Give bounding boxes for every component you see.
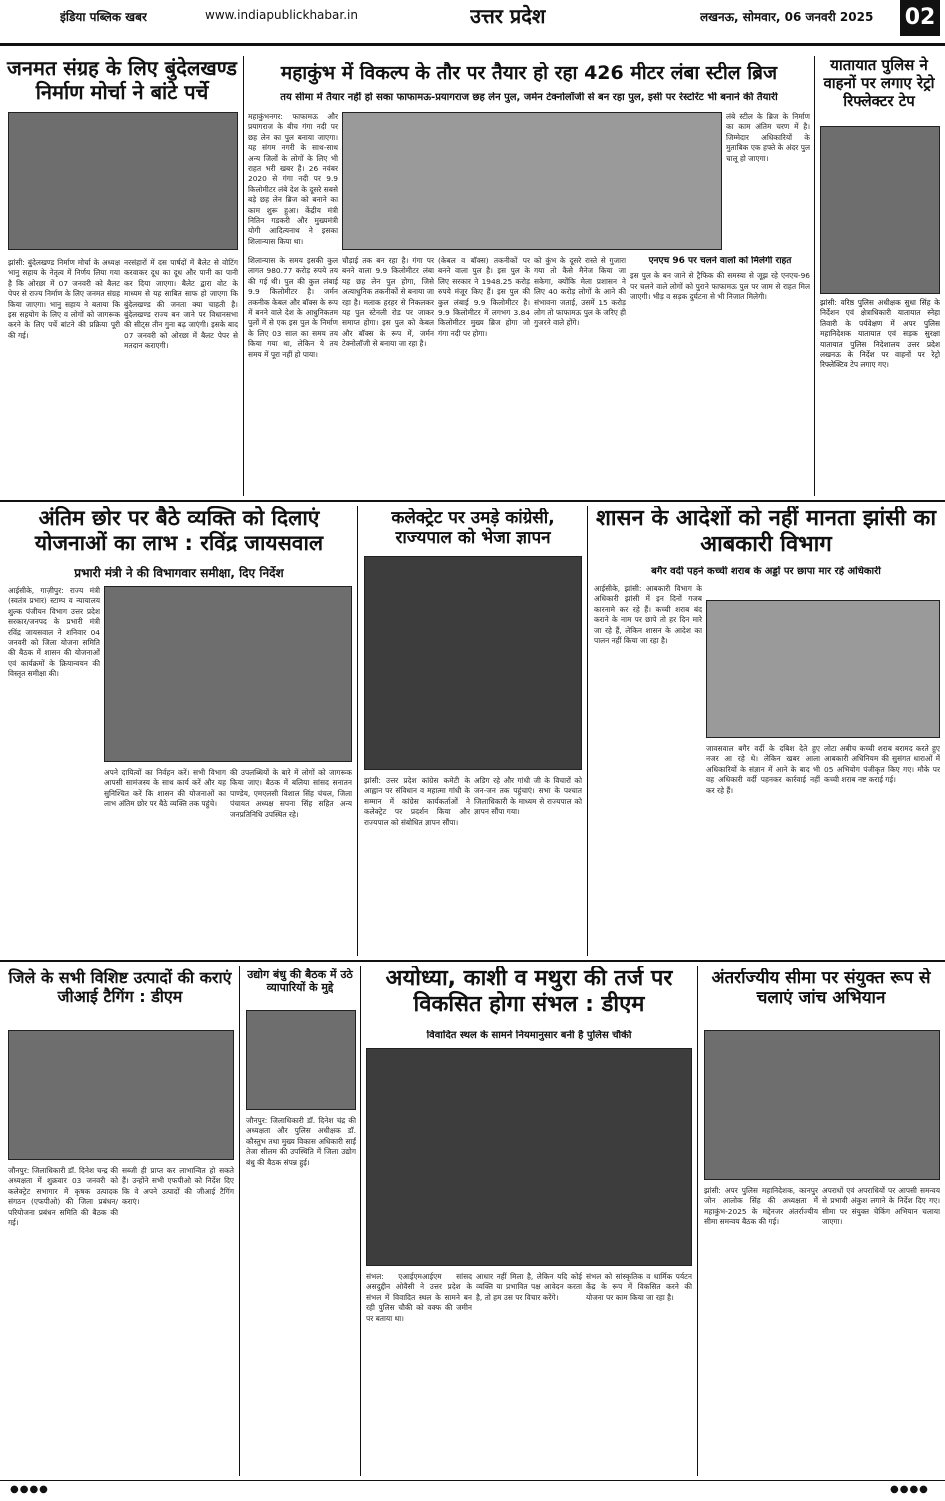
bridge-body-b: शिलान्यास के समय इसकी कुल लागत 980.77 करोड़ रुपये तय की गई थी। पुल की कुल लंबाई 9.9 किलोमीटर है। जर्मन तकनीक केबल और बॉक्स के रूप में बनने वाले देश के आधुनिकतम पुलों में से एक इस पुल के निर्माण के लिए 03 साल का समय तय किया गया था, लेकिन ये तय समय में पूरा नहीं हो पाया। bbox=[248, 256, 338, 359]
jaiswal-headline: अंतिम छोर पर बैठे व्यक्ति को दिलाएं योजनाओं का लाभ : रविंद्र जायसवाल bbox=[34, 506, 324, 556]
section-title: उत्तर प्रदेश bbox=[470, 4, 546, 28]
sambhal-headline: अयोध्या, काशी व मथुरा की तर्ज पर विकसित होगा संभल : डीएम bbox=[385, 966, 673, 1018]
bundelkhand-body-right: नरसंहारों में दस पार्षदों में बैलेट से वोटिंग करवाकर दूध का दूध और पानी का पानी कर दिया जाएगा। बैलेट द्वारा वोट के माध्यम से यह साबित साफ हो जाएगा कि बुंदेलखण्ड की जनता क्या चाहती है। बुंदेलखण्ड राज्य बन जाने पर विधानसभा की सीट्स तीन गुना बढ़ जाएंगी। इसके बाद 07 जनवरी को ओरछा में बैलट पेपर से मतदान कराएगी। bbox=[124, 258, 238, 351]
column-divider bbox=[587, 506, 588, 956]
interstate-photo bbox=[704, 1030, 940, 1180]
bridge-body-d: (केबल व बॉक्स) तकनीकों पर बनने वाला पुल है। इस पुल के लिए सरकार ने 1948.25 करोड़ रुपये मंजूर किए हैं। इस पुल की कुल लंबाई 9.9 किलोमीटर है। 9.9 किलोमीटर में लगभग 3.84 किलोमीटर मुख्य ब्रिज होगा जो गंगा नदी पर होगा। bbox=[438, 256, 530, 338]
bridge-box-title: एनएच 96 पर चलने वालों को मिलेगी राहत bbox=[648, 256, 792, 266]
column-divider bbox=[239, 966, 240, 1476]
section-rule bbox=[0, 500, 945, 502]
footer-dots-right: ●●●● bbox=[890, 1484, 929, 1495]
jaiswal-body-mid: अपने दायित्वों का निर्वहन करें। सभी विभाग आपसी सामंजस्य के साथ कार्य करें और यह सुनिश्चित करें कि शासन की योजनाओं का लाभ अंतिम छोर पर बैठे व्यक्ति तक पहुंचे। bbox=[104, 768, 226, 809]
column-divider bbox=[357, 506, 358, 956]
congress-body-right: अडिग रहे और गांधी जी के विचारों को जन-जन तक पहुंचाएं। सभा के पश्चात जिलाधिकारी के माध्यम से राज्यपाल को ज्ञापन सौंपा गया। bbox=[474, 776, 582, 817]
udyog-headline: उद्योग बंधु की बैठक में उठे व्यापारियों के मुद्दे bbox=[247, 968, 353, 995]
jaiswal-subhead: प्रभारी मंत्री ने की विभागवार समीक्षा, दिए निर्देश bbox=[74, 566, 284, 580]
sambhal-photo bbox=[366, 1048, 692, 1266]
footer-dots-left: ●●●● bbox=[10, 1484, 49, 1495]
bridge-body-c: चौड़ाई तक बन रहा है। गंगा पर बनने वाला 9.9 किलोमीटर लंबा यह छह लेन पुल होगा, जिसे अत्याधुनिक तकनीकों से बनाया जा रहा है। मलाक हरहर से निकलकर यह पुल स्टेनली रोड पर जाकर समाप्त होगा। इस पुल को केबल और बॉक्स के रूप में, जर्मन टेक्नोलॉजी से बनाया जा रहा है। bbox=[342, 256, 434, 349]
sambhal-body-b: आधार नहीं मिला है, लेकिन यदि कोई व्यक्ति या प्रभावित पक्ष आवेदन करता है, तो हम उस पर विचार करेंगे। bbox=[476, 1272, 582, 1302]
column-divider bbox=[360, 966, 361, 1476]
excise-headline: शासन के आदेशों को नहीं मानता झांसी का आबकारी विभाग bbox=[595, 506, 937, 558]
footer-rule bbox=[0, 1480, 945, 1481]
paper-url[interactable]: www.indiapublickhabar.in bbox=[205, 8, 358, 22]
udyog-body: जौनपुर: जिलाधिकारी डॉ. दिनेश चंद्र की अध्यक्षता और पुलिस अधीक्षक डॉ. कौस्तुभ तथा मुख्य विकास अधिकारी साईं तेजा सीलम की उपस्थिति में जिला उद्योग बंधु की बैठक संपन्न हुई। bbox=[246, 1116, 356, 1167]
bundelkhand-headline: जनमत संग्रह के लिए बुंदेलखण्ड निर्माण मोर्चा ने बांटे पर्चे bbox=[7, 56, 237, 104]
gi-photo bbox=[8, 1030, 234, 1160]
column-divider bbox=[814, 56, 815, 496]
reflector-caption: झांसी: वरिष्ठ पुलिस अधीक्षक सुधा सिंह के निर्देशन एवं क्षेत्राधिकारी यातायात स्नेहा तिवारी के पर्यवेक्षण में अपर पुलिस महानिदेशक यातायात एवं सड़क सुरक्षा यातायात पुलिस निदेशालय उत्तर प्रदेश लखनऊ के निर्देश पर वाहनों पर रेट्रो रिफ्लेक्टिव टेप लगाए गए। bbox=[820, 298, 940, 370]
bridge-body-a: महाकुंभनगर: फाफामऊ और प्रयागराज के बीच गंगा नदी पर छह लेन का पुल बनाया जाएगा। यह संगम नगरी के साथ-साथ अन्य जिलों के लोगों के लिए भी राहत भरी खबर है। 26 नवंबर 2020 से गंगा नदी पर 9.9 किलोमीटर लंबे देश के दूसरे सबसे बड़े छह लेन ब्रिज को बनाने का काम शुरू हुआ। केंद्रीय मंत्री नितिन गडकरी और मुख्यमंत्री योगी आदित्यनाथ ने इसका शिलान्यास किया था। bbox=[248, 112, 338, 246]
interstate-headline: अंतर्राज्यीय सीमा पर संयुक्त रूप से चलाएं जांच अभियान bbox=[711, 968, 931, 1009]
gi-body-right: सब्जी ही प्राप्त कर लाभान्वित हो सकते हैं। उन्होंने सभी एफपीओ को निर्देश दिए कि वे अपने उत्पादों की जीआई टैगिंग कराएं। bbox=[122, 1166, 234, 1207]
interstate-body-right: अपराधों एवं अपराधियों पर आपसी समन्वय से प्रभावी अंकुश लगाने के निर्देश दिए गए। सीमा पर संयुक्त चेकिंग अभियान चलाया जाएगा। bbox=[822, 1186, 940, 1227]
excise-subhead: बगैर वर्दी पहने कच्ची शराब के अड्डों पर छापा मार रहे अधिकारी bbox=[651, 566, 881, 577]
bridge-sidebox bbox=[630, 256, 810, 496]
excise-body-right: लोटा अबीच कच्ची शराब बरामद करते हुए आबकारी अधिनियम की सुसंगत धाराओं में 05 अभियोग पंजीकृत किए गए। मौके पर कच्ची शराब नष्ट कराई गई। bbox=[824, 744, 940, 785]
congress-photo bbox=[364, 556, 582, 770]
page-number: 02 bbox=[900, 0, 940, 36]
jaiswal-body-right: की उपलब्धियों के बारे में लोगों को जागरूक किया जाए। बैठक में बलिया सांसद सनातन पाण्डेय, एमएलसी विशाल सिंह चंचल, जिला पंचायत अध्यक्ष सपना सिंह सहित अन्य जनप्रतिनिधि उपस्थित रहे। bbox=[230, 768, 352, 819]
masthead bbox=[0, 0, 945, 46]
bundelkhand-body-left: झांसी: बुंदेलखण्ड निर्माण मोर्चा के अध्यक्ष भानु सहाय के नेतृत्व में निर्णय लिया गया है कि ओरछा में 07 जनवरी को बैलट पेपर से राज्य निर्माण के लिए जनमत संग्रह किया जाएगा। भानु सहाय ने बताया कि इस सहयोग के लिए व लोगों को जागरूक करने के लिए पर्चे बांटने की प्रक्रिया पूरी की गई। bbox=[8, 258, 120, 340]
congress-headline: कलेक्ट्रेट पर उमड़े कांग्रेसी, राज्यपाल को भेजा ज्ञापन bbox=[391, 508, 555, 549]
bridge-body-e: को कुंभ के दूसरे रास्ते से गुजारा गया तो कैसे मैनेज किया जा सकेगा, क्योंकि मेला प्रशासन ने लिए 40 करोड़ लोगों के आने की संभावना जताई, उसमें 15 करोड़ लोग तो फाफामऊ पुल के जरिए ही गुजरने वाले होंगे। bbox=[534, 256, 626, 328]
bridge-box-body: इस पुल के बन जाने से ट्रैफिक की समस्या से जूझ रहे एनएच-96 पर चलने वाले लोगों को पुराने फाफामऊ पुल पर जाम से राहत मिल जाएगी। भीड़ व सड़क दुर्घटना से भी निजात मिलेगी। bbox=[630, 271, 810, 302]
excise-body-left: जावसवाल बगैर वर्दी के दबिश देते हुए नजर आ रहे थे। लेकिन खबर आला अधिकारियों के संज्ञान में आने के बाद भी वह अधिकारी वर्दी पहनकर कार्रवाई नहीं कर रहे हैं। bbox=[706, 744, 820, 795]
gi-headline: जिले के सभी विशिष्ट उत्पादों की कराएं जीआई टैगिंग : डीएम bbox=[8, 968, 232, 1007]
bridge-headline: महाकुंभ में विकल्प के तौर पर तैयार हो रहा 426 मीटर लंबा स्टील ब्रिज bbox=[280, 62, 778, 84]
interstate-body-left: झांसी: अपर पुलिस महानिदेशक, कानपुर जोन आलोक सिंह की अध्यक्षता में महाकुंभ-2025 के मद्देनजर अंतर्राज्यीय सीमा समन्वय बैठक की गई। bbox=[704, 1186, 818, 1227]
udyog-photo bbox=[246, 1010, 356, 1110]
reflector-headline: यातायात पुलिस ने वाहनों पर लगाए रेट्रो रिफ्लेक्टर टेप bbox=[823, 56, 935, 110]
column-divider bbox=[243, 56, 244, 496]
jaiswal-body-left: आईसीके, गाज़ीपुर: राज्य मंत्री (स्वतंत्र प्रभार) स्टाम्प व न्यायालय शुल्क पंजीयन विभाग उत्तर प्रदेश सरकार/जनपद के प्रभारी मंत्री रविंद्र जायसवाल ने शनिवार 04 जनवरी को जिला योजना समिति की बैठक में शासन की योजनाओं एवं कार्यक्रमों के क्रियान्वयन की विस्तृत समीक्षा की। bbox=[8, 586, 100, 679]
congress-body-left: झांसी: उत्तर प्रदेश कांग्रेस कमेटी के आह्वान पर संविधान व महात्मा गांधी के सम्मान में कांग्रेस कार्यकर्ताओं ने कलेक्ट्रेट पर प्रदर्शन किया और राज्यपाल को संबोधित ज्ञापन सौंपा। bbox=[364, 776, 470, 827]
jaiswal-photo bbox=[104, 586, 352, 762]
sambhal-body-a: संभल: एआईएमआईएम सांसद असदुद्दीन ओवैसी ने उत्तर प्रदेश के संभल में विवादित स्थल के सामने बन रही पुलिस चौकी को वक्फ की जमीन पर बताया था। bbox=[366, 1272, 472, 1323]
column-divider bbox=[697, 966, 698, 1476]
reflector-photo bbox=[820, 126, 940, 294]
sambhal-body-c: संभल को सांस्कृतिक व धार्मिक पर्यटन केंद्र के रूप में विकसित करने की योजना पर काम किया जा रहा है। bbox=[586, 1272, 692, 1302]
bundelkhand-photo bbox=[8, 112, 238, 250]
section-rule bbox=[0, 960, 945, 962]
sambhal-subhead: विवादित स्थल के सामने नियमानुसार बनी है पुलिस चौकी bbox=[426, 1030, 632, 1041]
bridge-subhead: तय सीमा में तैयार नहीं हो सका फाफामऊ-प्रयागराज छह लेन पुल, जर्मन टेक्नोलॉजी से बन रहा पुल, इसी पर रेस्टोरेंट भी बनाने की तैयारी bbox=[280, 92, 778, 103]
dateline: लखनऊ, सोमवार, 06 जनवरी 2025 bbox=[700, 10, 874, 24]
bridge-photo bbox=[342, 112, 722, 250]
gi-body-left: जौनपुर: जिलाधिकारी डॉ. दिनेश चन्द्र की अध्यक्षता में शुक्रवार 03 जनवरी को कलेक्ट्रेट सभागार में कृषक उत्पादक संगठन (एफपीओ) की जिला प्रबंधन/परियोजना प्रबंधन समिति की बैठक की गई। bbox=[8, 1166, 118, 1228]
excise-photo bbox=[706, 600, 940, 738]
paper-name: इंडिया पब्लिक खबर bbox=[60, 10, 147, 24]
excise-body-top: आईसीके, झांसी: आबकारी विभाग के अधिकारी झांसी में इन दिनों गजब कारनामे कर रहे हैं। कच्ची शराब बंद कराने के नाम पर छापे तो हर दिन मारे जा रहे हैं, लेकिन शासन के आदेश का पालन नहीं किया जा रहा है। bbox=[594, 584, 702, 646]
bridge-body-f: लंबे स्टील के ब्रिज के निर्माण का काम अंतिम चरण में है। जिम्मेदार अधिकारियों के मुताबिक एक हफ्ते के अंदर पुल चालू हो जाएगा। bbox=[726, 112, 810, 163]
